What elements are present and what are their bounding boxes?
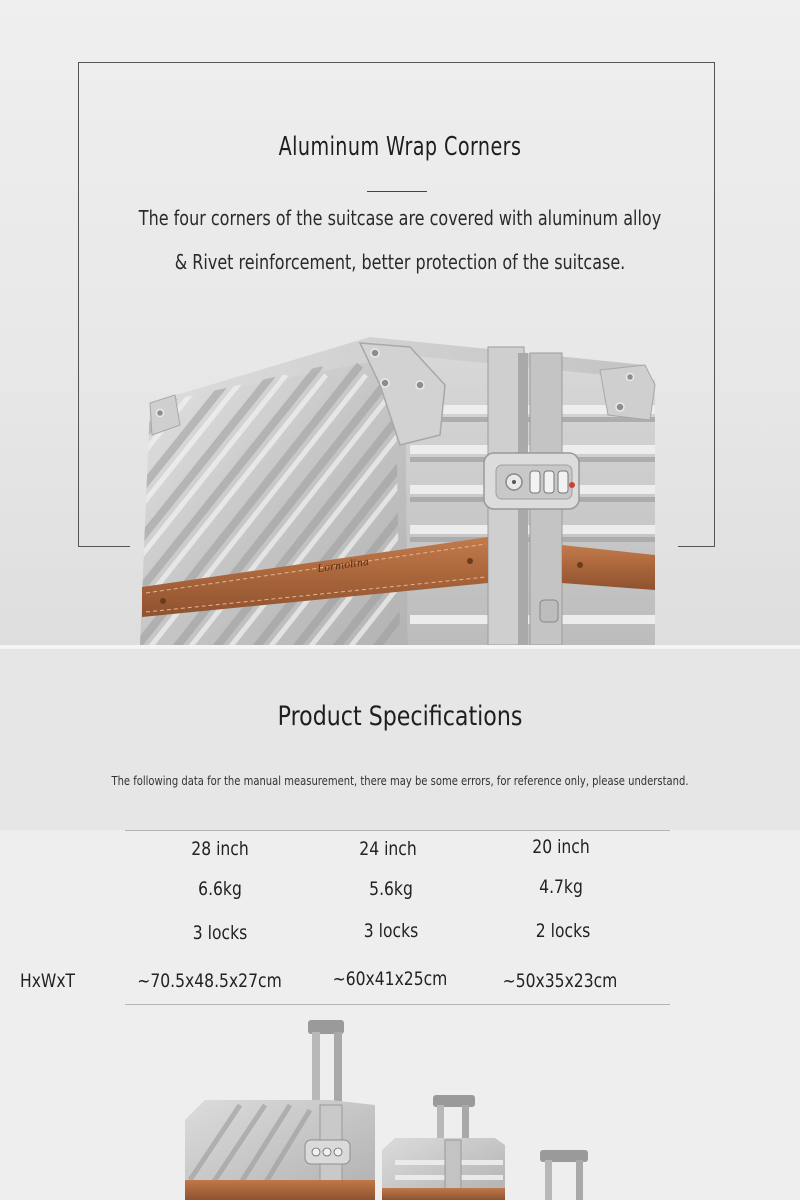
size-20: 20 inch [532, 836, 590, 858]
strap-28 [185, 1180, 375, 1200]
rivet [371, 349, 379, 357]
suitcase-family-image [0, 1010, 800, 1200]
dimensions-24: ~60x41x25cm [332, 968, 448, 990]
suitcase-corner-image [0, 325, 800, 645]
table-top-rule [125, 830, 670, 831]
weight-24: 5.6kg [369, 878, 413, 900]
measurement-note: The following data for the manual measurement, there may be some errors, for reference only, please understand. [111, 773, 689, 788]
specifications-header-section [0, 645, 800, 830]
dimensions-28: ~70.5x48.5x27cm [137, 970, 282, 992]
frame-line-top [78, 62, 715, 63]
locks-28: 3 locks [192, 922, 248, 944]
dimensions-20: ~50x35x23cm [502, 970, 618, 992]
rivet [627, 374, 634, 381]
section-description-line-1: The four corners of the suitcase are covered with aluminum alloy [138, 206, 662, 230]
locks-20: 2 locks [535, 920, 591, 942]
weight-28: 6.6kg [198, 878, 242, 900]
brand-logo: Lormolina [316, 556, 370, 575]
section-description-line-2: & Rivet reinforcement, better protection of the suitcase. [174, 250, 626, 274]
rivet [157, 410, 164, 417]
strap-24 [382, 1188, 505, 1200]
weight-20: 4.7kg [539, 876, 583, 898]
size-28: 28 inch [191, 838, 249, 860]
table-bottom-rule [125, 1004, 670, 1005]
rivet [616, 403, 624, 411]
size-24: 24 inch [359, 838, 417, 860]
dimension-row-label: HxWxT [20, 970, 76, 992]
handle-grip-28 [308, 1020, 344, 1034]
section-title: Aluminum Wrap Corners [278, 132, 522, 162]
locks-24: 3 locks [363, 920, 419, 942]
lock-dial [544, 471, 554, 493]
specifications-table [0, 830, 800, 1200]
lock-dial [558, 471, 568, 493]
title-divider [367, 191, 427, 192]
rivet [381, 379, 389, 387]
lock-dial [530, 471, 540, 493]
rivet [416, 381, 424, 389]
specifications-title: Product Specifications [277, 701, 523, 732]
